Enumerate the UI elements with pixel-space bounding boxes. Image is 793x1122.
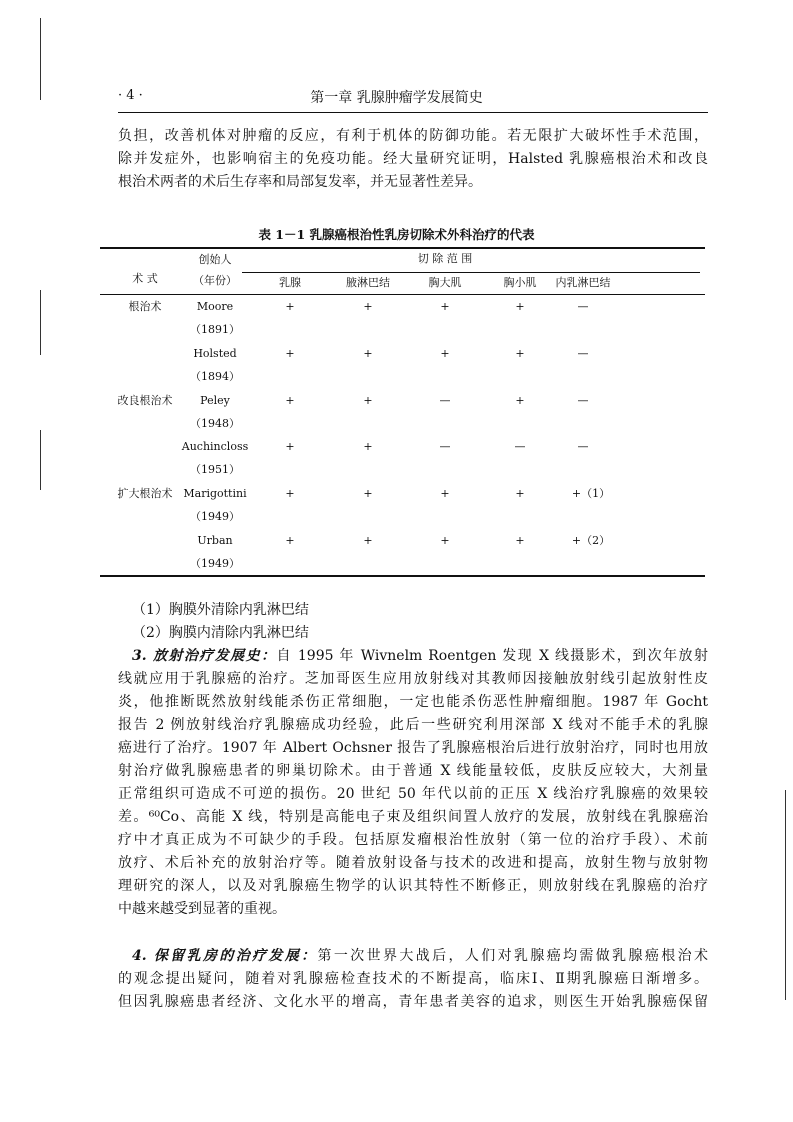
row-value: + (363, 440, 373, 454)
scan-edge-mark (40, 430, 41, 490)
text-span: 自 1995 年 Wivnelm Roentgen 发现 X 线摄影术，到次年放射 (276, 648, 708, 664)
page-number: · 4 · (118, 88, 143, 103)
text-line: 疗中才真正成为不可缺少的手段。包括原发瘤根治性放射（第一位的治疗手段）、术前 (118, 832, 708, 848)
row-founder: Marigottini (183, 487, 247, 501)
text-line: 的观念提出疑问，随着对乳腺癌检查技术的不断提高，临床Ⅰ、Ⅱ期乳腺癌日渐增多。 (118, 971, 708, 987)
row-value: + (440, 300, 450, 313)
text-line: 差。⁶⁰Co、高能 X 线，特别是高能电子束及组织间置人放疗的发展，放射线在乳腺癌治 (118, 809, 708, 825)
row-method: 根治术 (128, 300, 162, 313)
text-line: 报告 2 例放射线治疗乳腺癌成功经验，此后一些研究利用深部 X 线对不能手术的乳腺 (118, 717, 708, 733)
row-founder: Peley (200, 393, 230, 407)
row-founder: Moore (196, 300, 234, 313)
text-span: 第一次世界大战后，人们对乳腺癌均需做乳腺癌根治术 (317, 948, 709, 964)
row-value: + (515, 346, 525, 360)
column-header: 乳腺 (279, 276, 301, 289)
row-value: +（1） (571, 487, 611, 501)
text-line: 负担，改善机体对肿瘤的反应，有利于机体的防御功能。若无限扩大破坏性手术范围， (118, 128, 708, 144)
text-line: 放疗、术后补充的放射治疗等。随着放射设备与技术的改进和提高，放射生物与放射物 (118, 855, 708, 871)
text-line: 但因乳腺癌患者经济、文化水平的增高，青年患者美容的追求，则医生开始乳腺癌保留 (118, 994, 708, 1010)
section-heading: 4. 保留乳房的治疗发展： (132, 948, 318, 964)
section-heading: 3. 放射治疗发展史： (132, 648, 277, 664)
row-value: — (514, 440, 526, 454)
table-rule (100, 575, 705, 577)
row-value: + (285, 487, 295, 501)
row-value: + (363, 487, 373, 501)
row-value: +（2） (571, 534, 611, 547)
table-caption: 表 1－1 乳腺癌根治性乳房切除术外科治疗的代表 (258, 227, 535, 242)
row-value: + (285, 393, 295, 407)
row-value: + (515, 393, 525, 407)
text-line: 理研究的深人，以及对乳腺癌生物学的认识其特性不断修正，则放射线在乳腺癌的治疗 (118, 878, 708, 894)
row-value: + (363, 534, 373, 547)
header-founder: 创始人 (198, 253, 232, 266)
header-founder-year: （年份） (193, 274, 237, 287)
row-method: 扩大根治术 (117, 487, 173, 501)
row-founder: Holsted (193, 346, 237, 360)
text-line: 除并发症外，也影响宿主的免疫功能。经大量研究证明，Halsted 乳腺癌根治术和改良 (118, 151, 708, 167)
text-line (132, 946, 708, 966)
footnote: （1）胸膜外清除内乳淋巴结 (132, 602, 309, 618)
footnote: （2）胸膜内清除内乳淋巴结 (132, 625, 309, 641)
column-header: 胸大肌 (428, 276, 462, 289)
column-header: 胸小肌 (503, 276, 537, 289)
row-founder: Auchincloss (181, 440, 249, 454)
row-value: + (440, 346, 450, 360)
running-header: 第一章 乳腺肿瘤学发展简史 (310, 90, 483, 106)
row-value: + (515, 534, 525, 547)
row-method: 改良根治术 (117, 393, 173, 407)
table-rule (100, 294, 705, 295)
text-line: 射治疗做乳腺癌患者的卵巢切除术。由于普通 X 线能量较低，皮肤反应较大，大剂量 (118, 763, 708, 779)
row-value: + (285, 534, 295, 547)
text-line: 正常组织可造成不可逆的损伤。20 世纪 50 年代以前的正压 X 线治疗乳腺癌的效果较 (118, 786, 708, 802)
header-scope: 切 除 范 围 (417, 252, 473, 265)
row-value: — (577, 346, 589, 360)
text-line: 根治术两者的术后生存率和局部复发率，并无显著性差异。 (118, 174, 482, 190)
row-year: （1894） (190, 369, 240, 383)
table-rule (242, 272, 700, 273)
scan-edge-mark (785, 790, 786, 1000)
row-value: + (285, 300, 295, 313)
row-value: — (439, 393, 451, 407)
row-founder: Urban (197, 534, 233, 547)
row-year: （1949） (190, 557, 240, 570)
header-rule (118, 112, 708, 113)
text-line: 中越来越受到显著的重视。 (118, 901, 286, 917)
row-value: + (285, 346, 295, 360)
row-value: + (515, 300, 525, 313)
table-rule (100, 247, 705, 249)
row-year: （1951） (190, 463, 240, 477)
column-header: 内乳淋巴结 (555, 276, 611, 289)
row-value: — (577, 300, 589, 313)
row-year: （1949） (190, 510, 240, 524)
row-year: （1891） (190, 323, 240, 336)
row-value: + (363, 393, 373, 407)
text-line: 癌进行了治疗。1907 年 Albert Ochsner 报告了乳腺癌根治后进行放射治疗，同时也用放 (118, 740, 708, 756)
row-value: + (515, 487, 525, 501)
text-line: 炎，他推断既然放射线能杀伤正常细胞，一定也能杀伤恶性肿瘤细胞。1987 年 Gocht (118, 694, 708, 710)
row-value: — (577, 440, 589, 454)
row-value: + (440, 534, 450, 547)
row-value: + (285, 440, 295, 454)
text-line: 线就应用于乳腺癌的治疗。芝加哥医生应用放射线对其教师因接触放射线引起放射性皮 (118, 671, 708, 687)
header-method: 术 式 (132, 272, 158, 285)
row-value: — (577, 393, 589, 407)
row-value: + (363, 346, 373, 360)
row-value: + (363, 300, 373, 313)
row-value: + (440, 487, 450, 501)
row-year: （1948） (190, 416, 240, 430)
scan-edge-mark (40, 290, 41, 355)
text-line (132, 646, 708, 666)
row-value: — (439, 440, 451, 454)
column-header: 腋淋巴结 (346, 276, 390, 289)
